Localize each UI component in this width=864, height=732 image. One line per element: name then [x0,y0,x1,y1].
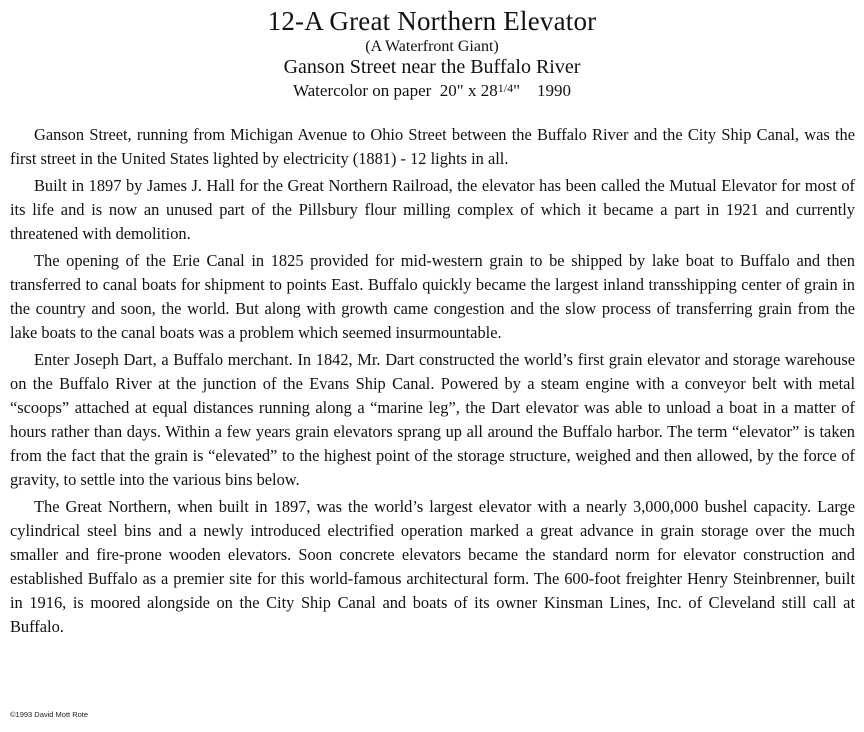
dimensions-text: 20" x 28 [439,81,498,100]
dimensions-inch-mark: " [513,81,521,100]
year-text: 1990 [537,81,572,100]
medium-text: Watercolor on paper [292,81,432,100]
page-title: 12-A Great Northern Elevator [267,6,597,36]
location-line: Ganson Street near the Buffalo River [283,56,581,78]
copyright-notice: ©1993 David Mott Rote [10,710,89,719]
body-text [10,123,855,642]
paragraph: Enter Joseph Dart, a Buffalo merchant. In 1842, Mr. Dart constructed the world’s first grain elevator and storage warehouse on the Buffalo River at the junction of the Evans Ship Canal. Powered by a steam engine with a conveyor belt with metal “scoops” attached at equal distances running along a “marine leg”, the Dart elevator was able to unload a boat in a matter of hours rather than days. Within a few years grain elevators sprang up all around the Buffalo harbor. The term “elevator” is taken from the fact that the grain is “elevated” to the highest point of the storage structure, weighed and then allowed, by the force of gravity, to settle into the various bins below. [10,350,855,489]
paragraph: The Great Northern, when built in 1897, was the world’s largest elevator with a nearly 3,000,000 bushel capacity. Large cylindrical steel bins and a newly introduced electrified operation marked a great advance in grain storage over the much smaller and fire-prone wooden elevators. Soon concrete elevators became the standard norm for elevator construction and established Buffalo as a premier site for this world-famous architectural form. The 600-foot freighter Henry Steinbrenner, built in 1916, is moored alongside on the City Ship Canal and boats of its owner Kinsman Lines, Inc. of Cleveland still call at Buffalo. [10,497,855,636]
paragraph: The opening of the Erie Canal in 1825 provided for mid-western grain to be shipped by lake boat to Buffalo and then transferred to canal boats for shipment to points East. Buffalo quickly became the largest inland transshipping center of grain in the country and soon, the world. But along with growth came congestion and the slow process of transferring grain from the lake boats to the canal boats was a problem which seemed insurmountable. [10,251,855,342]
medium-line [0,81,864,101]
paragraph: Built in 1897 by James J. Hall for the Great Northern Railroad, the elevator has been called the Mutual Elevator for most of its life and is now an unused part of the Pillsbury flour milling complex of which it became a part in 1921 and currently threatened with demolition. [10,176,855,243]
paragraph: Ganson Street, running from Michigan Avenue to Ohio Street between the Buffalo River and the City Ship Canal, was the first street in the United States lighted by electricity (1881) - 12 lights in all. [10,125,855,168]
page-subtitle: (A Waterfront Giant) [365,38,499,55]
dimensions-fraction: 1/4 [497,81,514,95]
